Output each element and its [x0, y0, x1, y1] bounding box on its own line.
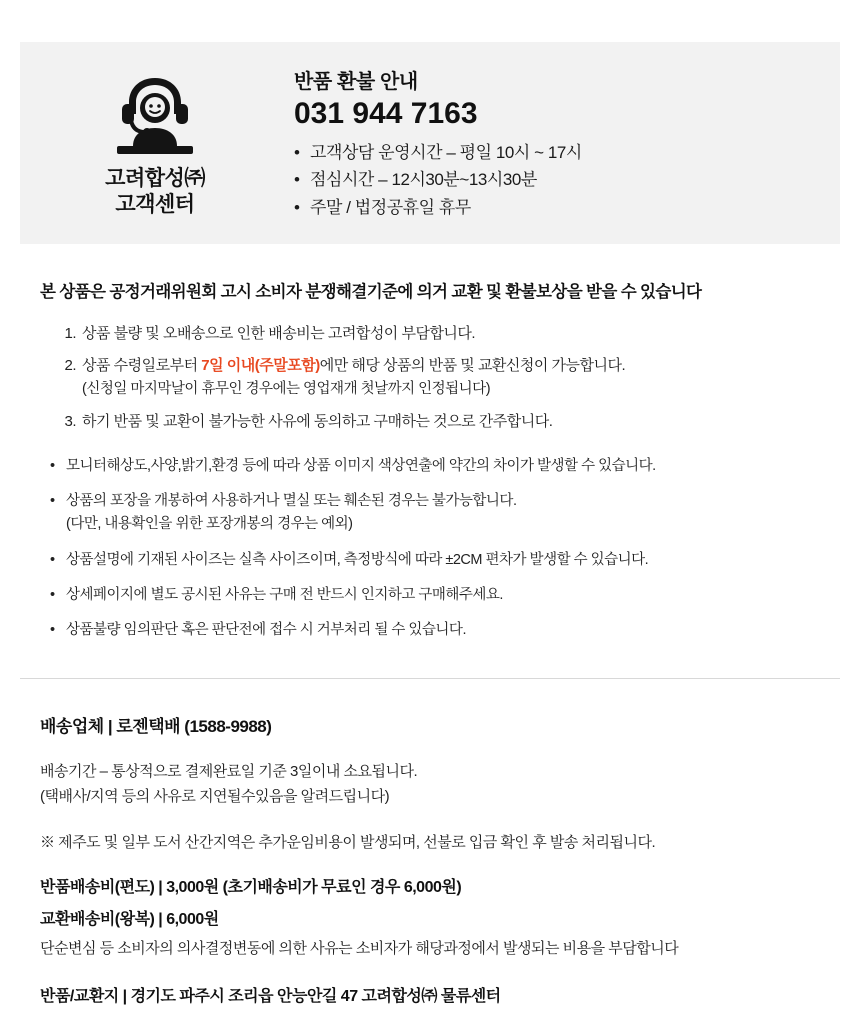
list-item-text-before: 상품 수령일로부터	[82, 357, 202, 375]
return-shipping-fee: 반품배송비(편도) | 3,000원 (초기배송비가 무료인 경우 6,000원)	[40, 879, 462, 897]
list-item	[40, 549, 830, 572]
shipping-info-section	[40, 712, 830, 1006]
exchange-shipping-fee: 교환배송비(왕복) | 6,000원	[40, 910, 219, 928]
shipping-duration-line: 배송기간 – 통상적으로 결제완료일 기준 3일이내 소요됩니다.	[40, 763, 418, 780]
customer-service-logo	[20, 68, 290, 217]
header-title: 반품 환불 안내	[294, 70, 418, 93]
list-item	[40, 322, 830, 345]
list-item: • 주말 / 법정공휴일 휴무	[294, 194, 820, 222]
list-item-number: 3.	[64, 412, 76, 430]
policy-bullet-list	[40, 455, 830, 642]
list-item	[40, 354, 830, 400]
list-item-text: 모니터해상도,사양,밝기,환경 등에 따라 상품 이미지 색상연출에 약간의 차이가 발생할 수 있습니다.	[66, 457, 656, 474]
list-item	[40, 584, 830, 607]
logo-center-name: 고객센터	[115, 193, 195, 216]
list-item-number: 1.	[64, 325, 76, 342]
list-item	[40, 455, 830, 478]
list-item-subtext: (다만, 내용확인을 위한 포장개봉의 경우는 예외)	[66, 516, 353, 533]
policy-heading: 본 상품은 공정거래위원회 고시 소비자 분쟁해결기준에 의거 교환 및 환불보상을 받을 수 있습니다	[40, 283, 702, 301]
list-item-text: 하기 반품 및 교환이 불가능한 사유에 동의하고 구매하는 것으로 간주합니다.	[82, 412, 553, 430]
list-item-text: 상세페이지에 별도 공시된 사유는 구매 전 반드시 인지하고 구매해주세요.	[66, 586, 503, 603]
list-item-text: 상품의 포장을 개봉하여 사용하거나 멸실 또는 훼손된 경우는 불가능합니다.	[66, 493, 517, 510]
list-item-text-after: 에만 해당 상품의 반품 및 교환신청이 가능합니다.	[319, 357, 626, 375]
remote-area-note: ※ 제주도 및 일부 도서 산간지역은 추가운임비용이 발생되며, 선불로 입금 확인 후 발송 처리됩니다.	[40, 834, 656, 852]
header-phone-number: 031 944 7163	[294, 96, 478, 130]
customer-service-agent-icon	[109, 74, 201, 160]
list-item-text: 상품 불량 및 오배송으로 인한 배송비는 고려합성이 부담합니다.	[82, 325, 476, 342]
list-item: • 점심시간 – 12시30분~13시30분	[294, 166, 820, 194]
list-item-text: 상품불량 임의판단 혹은 판단전에 접수 시 거부처리 될 수 있습니다.	[66, 621, 466, 638]
list-item-highlight: 7일 이내(주말포함)	[201, 357, 320, 375]
fee-responsibility-note: 단순변심 등 소비자의 의사결정변동에 의한 사유는 소비자가 해당과정에서 발생되는 비용을 부담합니다	[40, 939, 679, 957]
header-text-block	[290, 65, 840, 222]
list-item	[40, 410, 830, 433]
list-item-number: 2.	[64, 357, 76, 375]
policy-numbered-list	[40, 322, 830, 433]
header-hours-list	[294, 139, 820, 222]
section-divider	[20, 678, 840, 679]
list-item	[40, 619, 830, 642]
list-item-text: 상품설명에 기재된 사이즈는 실측 사이즈이며, 측정방식에 따라 ±2CM 편차가 발생할 수 있습니다.	[66, 551, 649, 568]
customer-service-logo-text	[105, 166, 205, 217]
shipping-carrier-title: 배송업체 | 로젠택배 (1588-9988)	[40, 717, 272, 736]
return-address: 반품/교환지 | 경기도 파주시 조리읍 안능안길 47 고려합성㈜ 물류센터	[40, 987, 501, 1005]
list-item	[40, 490, 830, 536]
shipping-delay-note: (택배사/지역 등의 사유로 지연될수있음을 알려드립니다)	[40, 788, 390, 806]
customer-service-header	[20, 42, 840, 244]
list-item-subtext: (신청일 마지막날이 휴무인 경우에는 영업재개 첫날까지 인정됩니다)	[82, 380, 491, 397]
refund-policy-section	[40, 278, 830, 654]
list-item: • 고객상담 운영시간 – 평일 10시 ~ 17시	[294, 139, 820, 167]
logo-company-name: 고려합성㈜	[105, 167, 205, 191]
